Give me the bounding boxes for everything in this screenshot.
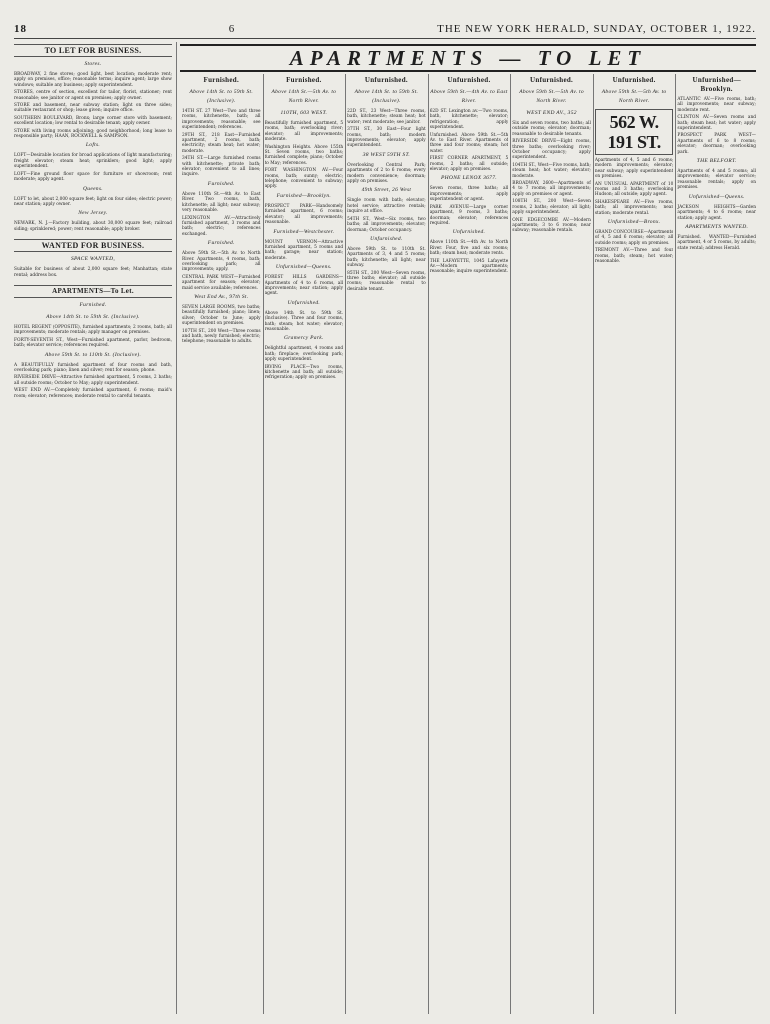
- listing-column: [265, 74, 344, 1014]
- listing-column: [595, 74, 674, 1014]
- column-subtitle: Above 59th St.—5th Av. to North River.: [601, 89, 667, 104]
- apartment-listing-heading: Unfurnished—Bronx.: [607, 219, 661, 226]
- apartment-listing-heading: Furnished—Westchester.: [273, 228, 335, 235]
- apartment-listing-text: Above 110th St.—4th Av. to North River. Four, five and six rooms; bath; steam heat; moderate rents.: [429, 240, 509, 257]
- apartment-listing-text: Unfurnished. Above 59th St.—5th Av. to East River. Apartments of three and four rooms; steam; hot water.: [429, 132, 509, 154]
- apartment-listing-text: FOREST HILLS GARDENS—Apartments of 4 to 6 rooms, all improvements; near station; apply agent.: [264, 275, 344, 297]
- apartment-listing-text: Above 59th St. to 110th St. Apartments of 3, 4 and 5 rooms; bath; kitchenette; all light; near subway.: [347, 246, 426, 269]
- apartment-listing-text: 29TH ST., 218 East—Furnished apartment, 2 rooms, bath; electricity; steam heat; hot water; moderate.: [182, 132, 261, 154]
- apartment-listing-text: FORTY-SEVENTH ST., West—Furnished apartment, parlor, bedroom, bath; elevator service; references required.: [14, 337, 172, 349]
- business-listing-text: BROADWAY, 2 fine stores; good light, best location; moderate rent; apply on premises, office; reasonable terms; inquire agent; large show windows; suitable any business; apply superintendent.: [14, 72, 172, 88]
- apartment-listing-text: 62D ST. Lexington av.—Two rooms, bath, kitchenette; elevator; refrigeration; apply superintendent.: [429, 109, 509, 131]
- apartment-listing-text: Delightful apartment, 4 rooms and bath; fireplace; overlooking park; apply superintendent.: [264, 346, 344, 363]
- business-listing-text: STORE with living rooms adjoining; good neighborhood; long lease to responsible party; HAAN, ROCKWELL & SAMPSON.: [14, 128, 172, 140]
- apartment-listing-text: Single room with bath; elevator; hotel service; attractive rentals; inquire at office.: [347, 198, 426, 215]
- apartment-listing-heading: APARTMENTS WANTED.: [685, 223, 749, 230]
- apartment-listing-text: RIVERSIDE DRIVE—Attractive furnished apartment, 5 rooms, 2 baths; all outside rooms; October to May; apply superintendent.: [14, 375, 172, 386]
- page-number-center: 6: [228, 23, 236, 35]
- apartment-listing-text: GRAND CONCOURSE—Apartments of 4, 5 and 6 rooms; elevator; all outside rooms; apply on premises.: [594, 230, 674, 246]
- masthead: [14, 22, 756, 36]
- business-listing-heading: Stores.: [84, 61, 102, 67]
- apartment-listing-text: 104TH ST., West—Five rooms, bath; steam heat; hot water; elevator; moderate.: [512, 162, 591, 179]
- column-title: Furnished.: [203, 76, 240, 84]
- apartment-listing-text: Apartments of 4, 5 and 6 rooms; modern improvements; elevator; near subway; apply superintendent on premises.: [594, 158, 674, 180]
- column-subtitle: Above 14th St. to 59th St. (Inclusive).: [354, 89, 419, 104]
- apartment-listing-text: 22D ST., 23 West—Three rooms, bath, kitchenette; steam heat; hot water; rent moderate; see janitor.: [347, 109, 426, 125]
- column-rule: [263, 74, 264, 1014]
- business-listing-text: STORE and basement, near subway station; light on three sides; suitable restaurant or shop; lease given; inquire office.: [14, 103, 172, 114]
- business-listing-heading: Lofts.: [85, 142, 101, 149]
- apartment-listing-text: CENTRAL PARK WEST—Furnished apartment for season; elevator; maid service available; references.: [182, 274, 261, 291]
- apartment-listing-text: TREMONT AV.—Three and four rooms, bath; steam; hot water; reasonable.: [594, 248, 674, 265]
- apartment-listing-text: ATLANTIC AV.—Five rooms, bath; all improvements; near subway; moderate rent.: [677, 97, 756, 113]
- apartment-listing-text: WEST END AV.—Completely furnished apartment, 6 rooms; maid's room; elevator; references; moderate rental to careful tenants.: [14, 388, 172, 399]
- column-rule: [428, 74, 429, 1014]
- wanted-title: WANTED FOR BUSINESS.: [14, 239, 172, 252]
- apartment-listing-text: A BEAUTIFULLY furnished apartment of four rooms and bath, overlooking park; piano; linen and silver; rent for season; phone.: [14, 362, 172, 373]
- left-column: [14, 42, 172, 1014]
- apartment-listing-heading: Furnished—Brooklyn.: [276, 192, 332, 199]
- apartment-listing-heading: Above 14th St. to 59th St. (Inclusive).: [46, 313, 140, 320]
- apartment-listing-text: Overlooking Central Park; apartments of 2 to 6 rooms; every modern convenience; doorman; apply on premises.: [347, 162, 426, 185]
- apartment-listing-text: LEXINGTON AV.—Attractively furnished apartment, 3 rooms and bath; electric; references exchanged.: [182, 215, 261, 237]
- apartment-listing-text: JACKSON HEIGHTS—Garden apartments; 4 to 6 rooms; near station; apply agent.: [677, 204, 756, 221]
- business-listing-text: LOFT to let, about 2,000 square feet; light on four sides; electric power; near station; apply owner.: [14, 196, 172, 207]
- column-rule: [345, 74, 346, 1014]
- column-rule: [176, 42, 177, 1014]
- apartment-listing-heading: THE BELFORT.: [696, 158, 737, 165]
- wanted-text: Suitable for business of about 2,000 square feet; Manhattan; state rental; address box.: [14, 267, 172, 278]
- apartment-listing-heading: Unfurnished—Queens.: [688, 193, 745, 200]
- column-title: Unfurnished.: [447, 76, 491, 84]
- advertisement-address: 562 W. 191 ST.: [607, 112, 661, 152]
- left-apartment-listings: [14, 313, 172, 399]
- business-listing-text: NEWARK, N. J.—Factory building, about 30,000 square feet; railroad siding; sprinklered; power; rent reasonable; apply broker.: [14, 221, 172, 232]
- apartment-listing-text: PROSPECT PARK WEST—Apartments of 6 to 8 rooms; elevator; doorman; overlooking park.: [677, 133, 756, 155]
- apartment-listing-text: AN UNUSUAL APARTMENT of 10 rooms and 3 baths; overlooking Hudson; all outside; apply agent.: [594, 181, 674, 198]
- column-subtitle: Above 14th St.—5th Av. to North River.: [271, 89, 337, 104]
- apartment-listing-text: Six and seven rooms, two baths; all outside rooms; elevator; doorman; reasonable to desirable tenants.: [512, 121, 591, 137]
- listing-column: [430, 74, 509, 1014]
- apartment-listing-text: SHAKESPEARE AV.—Five rooms, bath; all improvements; near station; moderate rental.: [594, 199, 674, 216]
- apartment-listing-heading: PHONE LENOX 3677.: [440, 175, 497, 182]
- apartment-listing-text: FIRST CORNER APARTMENT, 5 rooms, 2 baths; all outside; elevator; apply on premises.: [429, 156, 509, 173]
- apartment-listing-text: Washington Heights. Above 155th St. Seven rooms, two baths; furnished complete; piano; October to May; references.: [264, 144, 344, 166]
- column-subtitle: Above 59th St.—5th Av. to North River.: [519, 89, 584, 104]
- apartment-listing-text: 54TH ST., West—Six rooms, two baths; all improvements; elevator; doorman; October occupancy.: [347, 216, 426, 233]
- business-listing-text: SOUTHERN BOULEVARD, Bronx; large corner store with basement; excellent location; low rental to desirable tenant; apply owner.: [14, 115, 172, 127]
- business-listing-text: LOFT—Desirable location for broad applications of light manufacturing; freight elevator; steam heat; sprinklers; good light; apply superintendent.: [14, 153, 172, 170]
- apartment-listing-text: MOUNT VERNON—Attractive furnished apartment, 5 rooms and bath; garage; near station; moderate.: [264, 239, 344, 261]
- apartment-listing-text: IRVING PLACE—Two rooms, kitchenette and bath; all outside; refrigeration; apply on premises.: [264, 364, 344, 381]
- apartment-listing-text: ONE EDGECOMBE AV.—Modern apartments; 3 to 6 rooms; near subway; reasonable rentals.: [512, 217, 591, 234]
- column-rule: [593, 74, 594, 1014]
- apartment-listing-text: 14TH ST. 27 West—Two and three rooms, kitchenette, bath; all improvements; reasonable; see superintendent; references.: [182, 109, 261, 131]
- business-listing-text: LOFT—Fine ground floor space for furniture or showroom; rent moderate; apply agent.: [14, 171, 172, 183]
- column-title: Unfurnished—Brooklyn.: [692, 76, 741, 93]
- left-sections: [14, 60, 172, 232]
- apartment-listing-heading: Gramercy Park.: [283, 335, 324, 342]
- column-title: Unfurnished.: [364, 76, 408, 84]
- listing-column: [512, 74, 591, 1014]
- paper-title: THE NEW YORK HERALD, SUNDAY, OCTOBER 1, 1922.: [437, 23, 756, 35]
- apartment-listing-text: HOTEL REGENT (OPPOSITE), furnished apartments; 2 rooms, bath; all improvements; moderate rentals; apply manager on premises.: [14, 324, 172, 336]
- apartment-listing-text: BROADWAY, 2600—Apartments of 4 to 7 rooms; all improvements; apply on premises or agent.: [512, 181, 591, 197]
- space-wanted-heading: SPACE WANTED,: [70, 256, 116, 263]
- apartment-listing-heading: Unfurnished.: [370, 235, 403, 242]
- apartment-listing-heading: Unfurnished.: [452, 229, 486, 236]
- apartment-listing-heading: WEST END AV., 352: [526, 110, 577, 116]
- apartment-listing-text: Apartments of 4 and 5 rooms; all improvements; elevator service; reasonable rentals; apply on premises.: [677, 169, 756, 191]
- business-listing-heading: New Jersey.: [78, 210, 108, 217]
- apartment-listing-text: FORT WASHINGTON AV.—Four rooms, bath; sunny; electric; telephone; convenient to subway; apply.: [264, 168, 344, 190]
- apartment-listing-text: Beautifully furnished apartment, 5 rooms, bath; overlooking river; elevator; all improvements; moderate.: [264, 121, 344, 143]
- apartment-listing-text: Above 59th St.—5th Av. to North River. Apartments, 4 rooms, bath; overlooking park; all improvements; apply.: [182, 251, 261, 273]
- apartment-listing-text: 107TH ST., 200 West—Three rooms and bath, newly furnished; electric; telephone; reasonable to adults.: [182, 328, 261, 345]
- column-title: Unfurnished.: [612, 76, 656, 84]
- apartment-listing-heading: Furnished.: [207, 240, 235, 247]
- column-subtitle: Above 59th St.—4th Av. to East River.: [430, 89, 508, 104]
- listing-column: [677, 74, 756, 1014]
- left-column-title: TO LET FOR BUSINESS.: [14, 44, 172, 57]
- apartment-listing-text: Above 14th St. to 59th St. (Inclusive). Three and four rooms, bath; steam; hot water; elevator; reasonable.: [264, 310, 344, 332]
- column-subtitle: Above 14th St. to 59th St. (Inclusive).: [189, 89, 254, 104]
- apartment-listing-heading: Above 59th St. to 110th St. (Inclusive).: [44, 351, 142, 358]
- apartment-listing-text: 34TH ST.—Large furnished rooms with kitchenette; private bath; elevator; convenient to all lines; inquire.: [182, 156, 261, 178]
- apartment-listing-text: 85TH ST., 200 West—Seven rooms, three baths; elevator; all outside rooms; reasonable rental to desirable tenant.: [347, 270, 426, 292]
- column-rule: [675, 74, 676, 1014]
- apartment-listing-text: CLINTON AV.—Seven rooms and bath; steam heat; hot water; apply superintendent.: [677, 115, 756, 132]
- apt-subtitle: Furnished.: [79, 301, 107, 308]
- display-advertisement: [595, 109, 674, 155]
- apartment-listing-text: 108TH ST., 200 West—Seven rooms, 2 baths; elevator; all light; apply superintendent.: [512, 199, 591, 216]
- apartment-listing-heading: Unfurnished—Queens.: [275, 264, 332, 271]
- apartment-listing-text: SEVEN LARGE ROOMS, two baths; beautifully furnished; piano; linen; silver; October to June; apply superintendent on premises.: [182, 304, 261, 327]
- apartment-listing-text: PARK AVENUE—Large corner apartment, 9 rooms, 3 baths; doorman; elevator; references required.: [429, 204, 509, 226]
- apartment-listing-text: RIVERSIDE DRIVE—Eight rooms, three baths; overlooking river; October occupancy; apply superintendent.: [512, 139, 591, 161]
- apartment-listing-text: PROSPECT PARK—Handsomely furnished apartment, 6 rooms; elevator; all improvements; reasonable.: [264, 203, 344, 226]
- column-title: Unfurnished.: [530, 76, 574, 84]
- apartment-listing-heading: Furnished.: [207, 180, 235, 187]
- apartment-listing-heading: Unfurnished.: [287, 299, 321, 306]
- section-banner: APARTMENTS — TO LET: [180, 44, 756, 72]
- apartment-listing-text: THE LAFAYETTE, 1045 Lafayette Av.—Modern apartments; reasonable; inquire superintendent.: [429, 258, 509, 275]
- apartment-listing-heading: 49th Street, 26 West: [361, 187, 412, 194]
- apartment-listing-heading: 110TH, 603 WEST.: [280, 110, 328, 116]
- page-number-left: 18: [14, 23, 27, 35]
- apartment-listing-text: Above 110th St.—4th Av. to East River. Two rooms, bath, kitchenette; all light; near subway; very reasonable.: [182, 191, 261, 214]
- listing-column: [182, 74, 261, 1014]
- apartment-listing-text: 37TH ST., 30 East—Four light rooms, bath; modern improvements; elevator; apply superintendent.: [347, 127, 426, 149]
- apartment-listing-heading: West End Av., 97th St.: [194, 293, 249, 300]
- column-title: Furnished.: [286, 76, 322, 84]
- apartment-listing-text: Furnished. WANTED—Furnished apartment, 4 or 5 rooms, by adults; state rental; address Herald.: [677, 234, 756, 251]
- apt-title: APARTMENTS—To Let.: [14, 285, 172, 298]
- business-listing-heading: Queens.: [83, 185, 103, 192]
- apartment-listing-text: Seven rooms, three baths; all improvements; apply superintendent or agent.: [429, 186, 509, 203]
- column-rule: [510, 74, 511, 1014]
- top-rule: [14, 38, 756, 39]
- apartment-listing-heading: 38 WEST 59TH ST.: [362, 151, 411, 158]
- listing-column: [347, 74, 426, 1014]
- business-listing-text: STORES, centre of section, excellent for tailor, florist, stationer; rent reasonable; see janitor or agent on premises; apply owner.: [14, 90, 172, 101]
